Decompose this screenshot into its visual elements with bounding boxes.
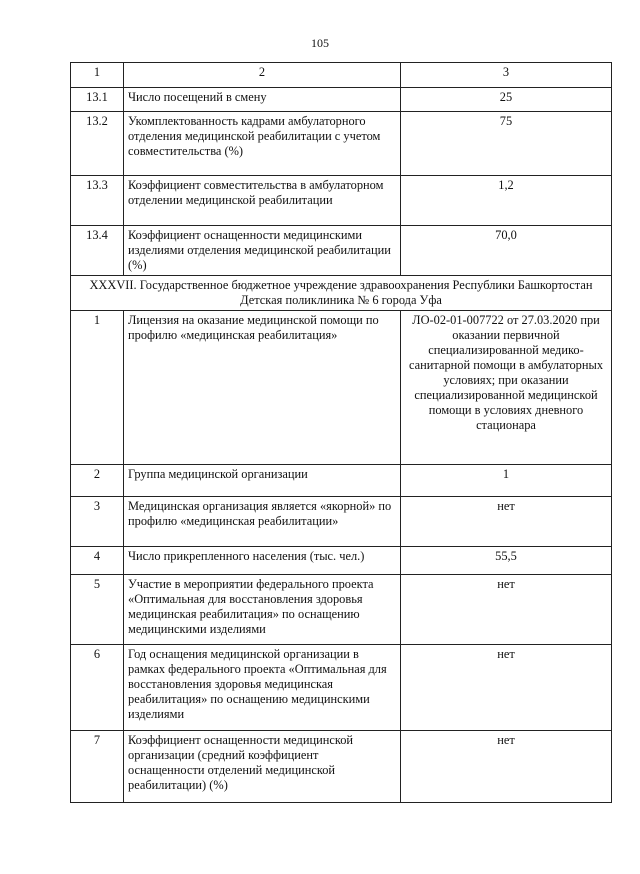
section-row xyxy=(71,276,612,311)
row-number: 6 xyxy=(71,645,124,731)
table-row xyxy=(71,176,612,226)
table-row xyxy=(71,311,612,465)
row-value: нет xyxy=(401,731,612,803)
table-row xyxy=(71,575,612,645)
row-value: нет xyxy=(401,497,612,547)
row-number: 1 xyxy=(71,311,124,465)
row-value: 25 xyxy=(401,88,612,112)
row-number: 13.2 xyxy=(71,112,124,176)
table-row xyxy=(71,112,612,176)
row-name: Коэффициент оснащенности медицинской организации (средний коэффициент оснащенности отделений медицинской реабилитации) (%) xyxy=(124,731,401,803)
row-name: Укомплектованность кадрами амбулаторного отделения медицинской реабилитации с учетом совместительства (%) xyxy=(124,112,401,176)
table-header-row xyxy=(71,63,612,88)
row-name: Число посещений в смену xyxy=(124,88,401,112)
row-number: 13.1 xyxy=(71,88,124,112)
row-number: 4 xyxy=(71,547,124,575)
table-row xyxy=(71,731,612,803)
row-value: нет xyxy=(401,645,612,731)
row-value: ЛО-02-01-007722 от 27.03.2020 при оказании первичной специализированной медико-санитарной помощи в амбулаторных условиях; при оказании специализированной медицинской помощи в условиях дневного стационара xyxy=(401,311,612,465)
column-header: 2 xyxy=(124,63,401,88)
row-name: Группа медицинской организации xyxy=(124,465,401,497)
column-header: 3 xyxy=(401,63,612,88)
row-number: 3 xyxy=(71,497,124,547)
row-number: 5 xyxy=(71,575,124,645)
row-value: 70,0 xyxy=(401,226,612,276)
row-name: Лицензия на оказание медицинской помощи по профилю «медицинская реабилитация» xyxy=(124,311,401,465)
table-row xyxy=(71,226,612,276)
table-row xyxy=(71,497,612,547)
page-number: 105 xyxy=(311,36,329,50)
row-value: 1 xyxy=(401,465,612,497)
row-name: Участие в мероприятии федерального проекта «Оптимальная для восстановления здоровья медицинская реабилитация» по оснащению медицинскими изделиями xyxy=(124,575,401,645)
row-number: 13.4 xyxy=(71,226,124,276)
table-row xyxy=(71,547,612,575)
section-title: XXXVII. Государственное бюджетное учреждение здравоохранения Республики Башкортостан Детская поликлиника № 6 города Уфа xyxy=(71,276,612,311)
indicators-table xyxy=(70,62,612,803)
column-header: 1 xyxy=(71,63,124,88)
row-value: 1,2 xyxy=(401,176,612,226)
row-name: Коэффициент совместительства в амбулаторном отделении медицинской реабилитации xyxy=(124,176,401,226)
table-row xyxy=(71,88,612,112)
row-number: 7 xyxy=(71,731,124,803)
row-value: 75 xyxy=(401,112,612,176)
table-row xyxy=(71,645,612,731)
row-number: 13.3 xyxy=(71,176,124,226)
row-value: 55,5 xyxy=(401,547,612,575)
table-row xyxy=(71,465,612,497)
row-number: 2 xyxy=(71,465,124,497)
row-name: Год оснащения медицинской организации в рамках федерального проекта «Оптимальная для восстановления здоровья медицинская реабилитация» по оснащению медицинскими изделиями xyxy=(124,645,401,731)
row-name: Коэффициент оснащенности медицинскими изделиями отделения медицинской реабилитации (%) xyxy=(124,226,401,276)
row-name: Медицинская организация является «якорной» по профилю «медицинская реабилитации» xyxy=(124,497,401,547)
row-value: нет xyxy=(401,575,612,645)
row-name: Число прикрепленного населения (тыс. чел.) xyxy=(124,547,401,575)
